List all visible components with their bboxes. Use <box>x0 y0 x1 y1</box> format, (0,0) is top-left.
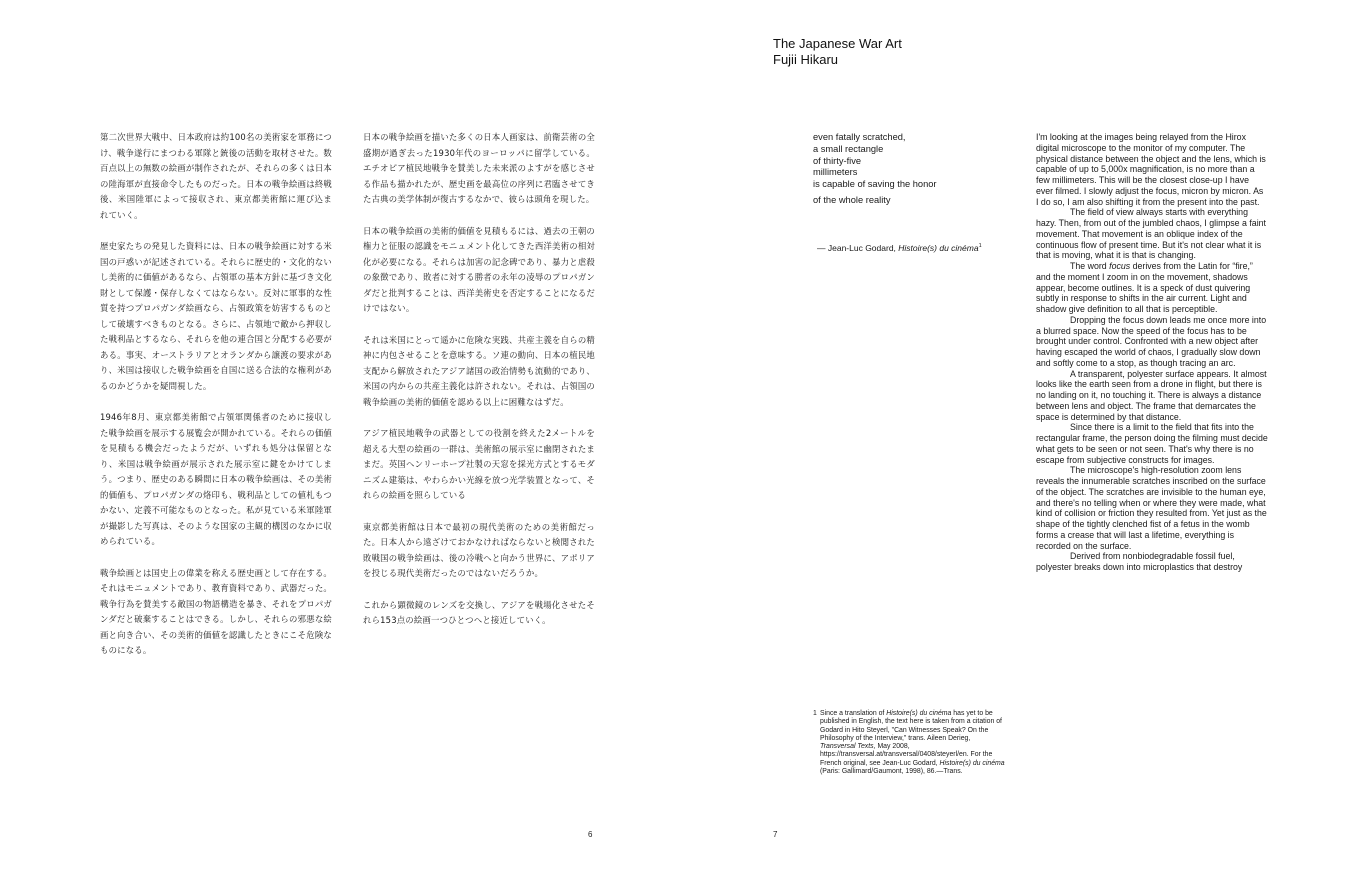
paragraph: アジア植民地戦争の武器としての役割を終えた2メートルを超える大型の絵画の一群は、美術館の展示室に幽閉されたままだ。英国ヘンリーホープ社製の天窓を採光方式とするモダニズム建築は、やわらかい光線を放つ光学装置となって、それらの絵画を照らしている <box>363 428 595 500</box>
italic-word: focus <box>1109 261 1131 271</box>
paragraph: それは米国にとって遥かに危険な実践、共産主義を自らの精神に内包させることを意味する。ソ連の動向、日本の植民地支配から解放されたアジア諸国の政治情勢も流動的であり、米国の内からの共産主義化は許されない。それは、占領国の戦争絵画の美術的価値を認める以上に困難なはずだ。 <box>363 334 595 407</box>
footnote <box>813 710 1005 776</box>
paragraph: 1946年8月、東京都美術館で占領軍関係者のために接収した戦争絵画を展示する展覧会が開かれている。それらの価値を見積もる機会だったようだが、いずれも処分は保留となり、米国は戦争絵画が展示された展示室に鍵をかけてしまう。つまり、歴史のある瞬間に日本の戦争絵画は、その美術的価値も、プロパガンダの烙印も、戦利品としての値札もつかない、定義不可能なものとなった。私が見ている米軍陸軍が撮影した写真は、そのような国家の主観的構図のなかに収められている。 <box>100 412 332 546</box>
essay-text <box>1036 132 1268 573</box>
poem-line: of thirty-five <box>813 155 862 166</box>
paragraph: 第二次世界大戦中、日本政府は約100名の美術家を軍務につけ、戦争遂行にまつわる軍隊と銃後の活動を取材させた。数百点以上の無数の絵画が制作されたが、それらの多くは日本の陸海軍が直接命令したものだった。日本の戦争絵画は終戦後、米国陸軍によって接収され、東京都美術館に運び込まれていく。 <box>100 132 332 220</box>
poem-line: of the whole reality <box>813 194 891 205</box>
epigraph-poem <box>813 132 1013 207</box>
footnote-number: 1 <box>813 710 817 717</box>
poem-line: millimeters <box>813 167 858 178</box>
poem-line: is capable of saving the honor <box>813 179 937 190</box>
footnote-text <box>820 710 1005 776</box>
author-name: Fujii Hikaru <box>773 52 839 67</box>
footnote-reference: 1 <box>978 243 982 249</box>
japanese-text-column-1 <box>100 130 332 675</box>
footnote-italic: Histoire(s) du cinéma <box>886 710 952 717</box>
paragraph: Derived from nonbiodegradable fossil fuel, polyester breaks down into microplastics that destroy <box>1036 551 1243 572</box>
page-number: 7 <box>773 830 778 839</box>
paragraph: 戦争絵画とは国史上の偉業を称える歴史画として存在する。それはモニュメントであり、教育資料であり、武器だった。戦争行為を賛美する敵国の物語構造を暴き、それをプロパガンダだと破棄することはできる。しかし、それらの邪悪な絵画と向き合い、その美術的価値を認識したときにこそ危険なものになる。 <box>100 567 332 655</box>
footnote-segment: May 2008, https://transversal.at/transversal/0408/steyerl/en. For the French original, see Jean-Luc Godard, <box>820 743 993 767</box>
paragraph: これから顕微鏡のレンズを交換し、アジアを戦場化させたそれら153点の絵画一つひとつへと接近していく。 <box>363 599 595 625</box>
attribution-author: — Jean-Luc Godard, <box>817 242 899 253</box>
running-header <box>773 36 902 68</box>
japanese-text-column-2 <box>363 130 595 645</box>
paragraph: The microscope's high-resolution zoom lens reveals the innumerable scratches inscribed on the surface of the object. The scratches are invisible to the human eye, and there's no telling when or where they were made, what kind of collision or friction they resulted from. Yet just as the shape of the tightly clenched fist of a fetus in the womb forms a crease that will last a lifetime, everything is recorded on the surface. <box>1036 465 1267 551</box>
footnote-segment: Since a translation of <box>820 710 887 717</box>
footnote-segment: has yet to be published in English, the text here is taken from a citation of Godard in Hito Steyerl, "Can Witnesses Speak? On the Philosophy of the Interview," trans. Aileen Derieg, <box>820 710 1002 742</box>
page-number: 6 <box>588 830 593 839</box>
book-title: The Japanese War Art <box>773 36 902 51</box>
paragraph: 日本の戦争絵画の美術的価値を見積もるには、過去の王朝の権力と征服の認識をモニュメント化してきた西洋美術の相対化が必要になる。それらは加害の記念碑であり、暴力と虐殺の象徴であり、敗者に対する勝者の永年の凌辱のプロパガンダだと批判することは、西洋美術史を否定することになるだけではない。 <box>363 225 595 313</box>
paragraph: Since there is a limit to the field that fits into the rectangular frame, the person doing the filming must decide what gets to be seen or not seen. That's why there is no escape from subjective constructs for images. <box>1036 422 1268 465</box>
footnote-segment: (Paris: Gallimard/Gaumont, 1998), 86.—Trans. <box>820 768 963 776</box>
paragraph: Dropping the focus down leads me once more into a blurred space. Now the speed of the focus has to be brought under control. Confronted with a new object after having escaped the world of chaos, I gradually slow down and softly come to a stop, as though tracing an arc. <box>1036 314 1267 368</box>
paragraph-segment: The word <box>1070 261 1110 271</box>
epigraph-attribution <box>817 241 1017 254</box>
footnote-italic: Histoire(s) du cinéma <box>939 759 1005 767</box>
paragraph: A transparent, polyester surface appears. It almost looks like the earth seen from a drone in flight, but there is no landing on it, no touching it. There is always a distance between lens and object. The frame that demarcates the space is determined by that distance. <box>1036 368 1267 422</box>
attribution-title: Histoire(s) du cinéma <box>898 242 979 253</box>
paragraph-segment: derives from the Latin for “fire,” and the moment I zoom in on the movement, shadows appear, become outlines. It is a speck of dust quivering subtly in response to shifts in the air current. Light and shadow give definition to all that is perceptible. <box>1036 261 1253 314</box>
poem-line: even fatally scratched, <box>813 132 906 142</box>
footnote-italic: Transversal Texts, <box>820 743 876 751</box>
paragraph: 東京都美術館は日本で最初の現代美術のための美術館だった。日本人から遠ざけておかなければならないと検閲された敗戦国の戦争絵画は、後の冷戦へと向かう世界に、アポリアを投じる現代美術だったのではないだろうか。 <box>363 521 595 578</box>
right-page <box>683 0 1366 876</box>
paragraph: 歴史家たちの発見した資料には、日本の戦争絵画に対する米国の戸惑いが記述されている。それらに歴史的・文化的ないし美術的に価値があるなら、占領軍の基本方針に基づき文化財として保護・保存しなくてはならない。反対に軍事的な性質を持つプロパガンダ絵画なら、占領政策を妨害するものとして破壊すべきものとなる。さらに、占領地で敵から押収した戦利品とするなら、それらを他の連合国と分配する必要がある。事実、オーストラリアとオランダから譲渡の要求があり、米国は接収した戦争絵画を自国に送る合法的な権利があるのかどうかを疑問視した。 <box>100 241 332 391</box>
paragraph: The field of view always starts with everything hazy. Then, from out of the jumbled chaos, I glimpse a faint movement. That movement is an oblique index of the continuous flow of present time. But it's not clear what it is that is moving, what it is that is changing. <box>1036 207 1266 261</box>
paragraph: 日本の戦争絵画を描いた多くの日本人画家は、前衛芸術の全盛期が過ぎ去った1930年代のヨーロッパに留学している。エチオピア植民地戦争を賛美した未来派のよすがを感じさせる作品も描かれたが、歴史画を最高位の序列に君臨させてきた古典の美学体制が復古するなかで、彼らは頭角を現した。 <box>363 132 595 204</box>
poem-line: a small rectangle <box>813 143 884 154</box>
paragraph <box>1036 261 1268 315</box>
paragraph: I'm looking at the images being relayed from the Hirox digital microscope to the monitor of my computer. The physical distance between the object and the lens, which is capable of up to 5,000x magnification, is no more than a few millimeters. This will be the closest close-up I have ever filmed. I slowly adjust the focus, micron by micron. As I do so, I am also shifting it from the present into the past. <box>1036 132 1266 207</box>
